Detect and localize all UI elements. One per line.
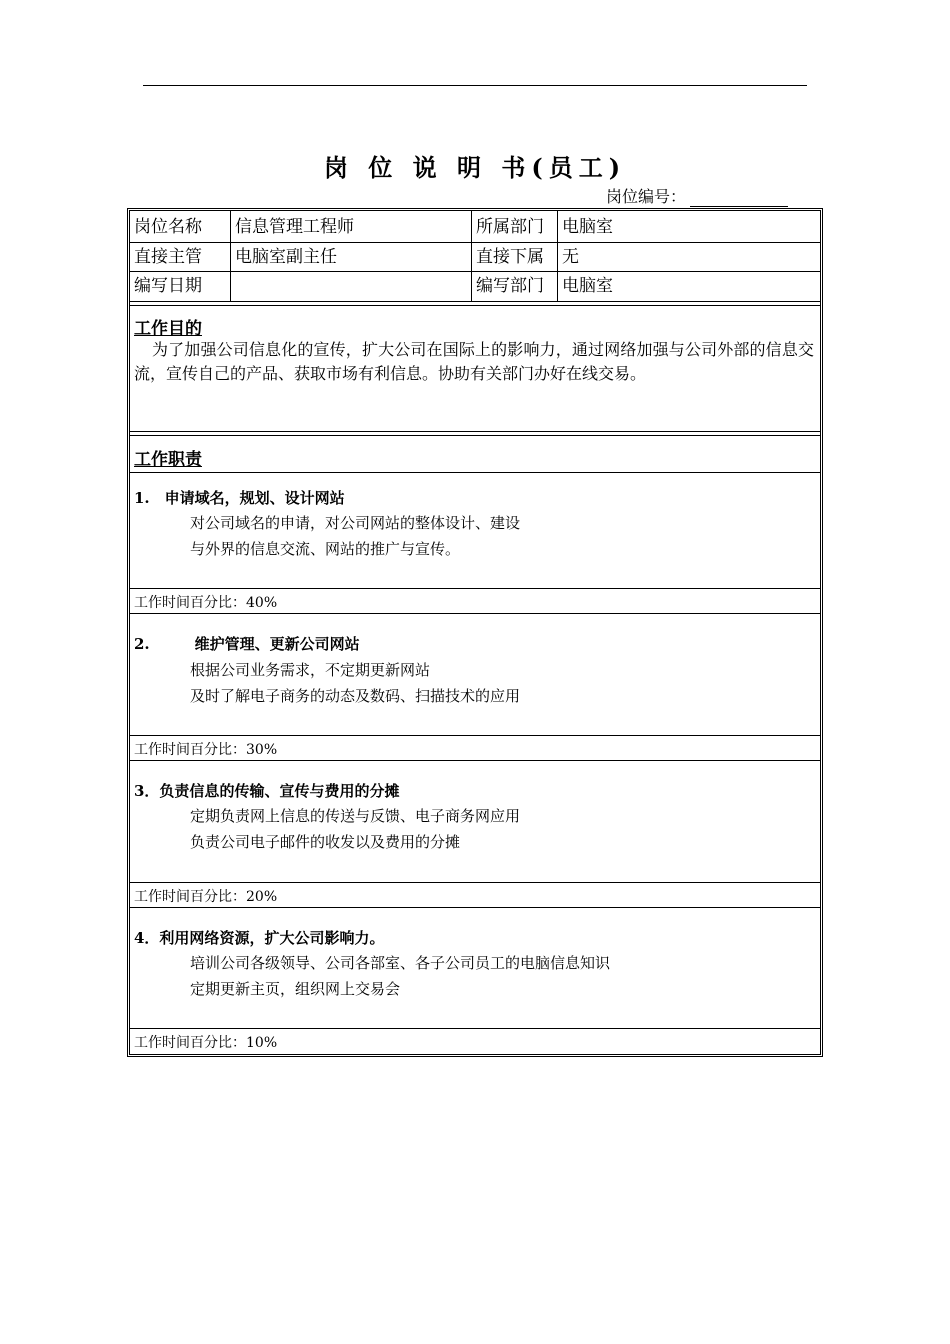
subordinate-value[interactable]: 无: [562, 247, 579, 267]
duty-bullet: 培训公司各级领导、公司各部室、各子公司员工的电脑信息知识: [190, 954, 611, 972]
duty-heading: 2. 维护管理、更新公司网站: [134, 635, 360, 653]
time-percentage: 工作时间百分比：10%: [134, 1035, 278, 1051]
duty-heading: 4．利用网络资源，扩大公司影响力。: [134, 929, 385, 947]
grid-line: [130, 588, 820, 589]
header-rule: [143, 85, 807, 86]
document-title: 岗 位 说 明 书(员工): [323, 153, 627, 182]
grid-line: [130, 242, 820, 243]
grid-line: [130, 613, 820, 614]
grid-line: [130, 882, 820, 883]
section-divider: [130, 301, 820, 306]
duty-bullet: 对公司域名的申请，对公司网站的整体设计、建设: [190, 514, 521, 532]
grid-line: [130, 760, 820, 761]
time-percentage: 工作时间百分比：30%: [134, 742, 278, 758]
grid-line: [130, 735, 820, 736]
grid-line: [130, 472, 820, 473]
time-percentage: 工作时间百分比：20%: [134, 889, 278, 905]
grid-line: [557, 211, 558, 301]
duty-bullet: 负责公司电子邮件的收发以及费用的分摊: [190, 833, 461, 851]
purpose-text: 为了加强公司信息化的宣传，扩大公司在国际上的影响力，通过网络加强与公司外部的信息交流，宣传自己的产品、获取市场有利信息。协助有关部门办好在线交易。: [134, 340, 814, 383]
department-label: 所属部门: [476, 217, 544, 237]
job-description-table: [127, 208, 823, 1057]
supervisor-label: 直接主管: [134, 247, 202, 267]
department-value[interactable]: 电脑室: [562, 217, 613, 237]
duty-bullet: 与外界的信息交流、网站的推广与宣传。: [190, 540, 461, 558]
time-percentage: 工作时间百分比：40%: [134, 595, 278, 611]
position-code-blank[interactable]: [690, 190, 788, 207]
duty-bullet: 定期更新主页，组织网上交易会: [190, 980, 401, 998]
grid-line: [130, 1028, 820, 1029]
position-name-value[interactable]: 信息管理工程师: [235, 217, 354, 237]
section-divider: [130, 431, 820, 436]
purpose-heading: 工作目的: [134, 319, 202, 339]
duty-bullet: 根据公司业务需求，不定期更新网站: [190, 661, 431, 679]
position-code-label: 岗位编号：: [606, 187, 687, 206]
subordinate-label: 直接下属: [476, 247, 544, 267]
duties-heading: 工作职责: [134, 450, 202, 470]
grid-line: [130, 271, 820, 272]
duty-heading: 1. 申请域名，规划、设计网站: [134, 489, 345, 507]
grid-line: [130, 907, 820, 908]
grid-line: [230, 211, 231, 301]
author-department-value[interactable]: 电脑室: [562, 276, 613, 296]
duty-bullet: 定期负责网上信息的传送与反馈、电子商务网应用: [190, 807, 521, 825]
grid-line: [471, 211, 472, 301]
author-department-label: 编写部门: [476, 276, 544, 296]
position-code: [606, 184, 788, 207]
date-label: 编写日期: [134, 276, 202, 296]
duty-bullet: 及时了解电子商务的动态及数码、扫描技术的应用: [190, 687, 521, 705]
position-name-label: 岗位名称: [134, 217, 202, 237]
supervisor-value[interactable]: 电脑室副主任: [235, 247, 337, 267]
duty-heading: 3．负责信息的传输、宣传与费用的分摊: [134, 782, 400, 800]
